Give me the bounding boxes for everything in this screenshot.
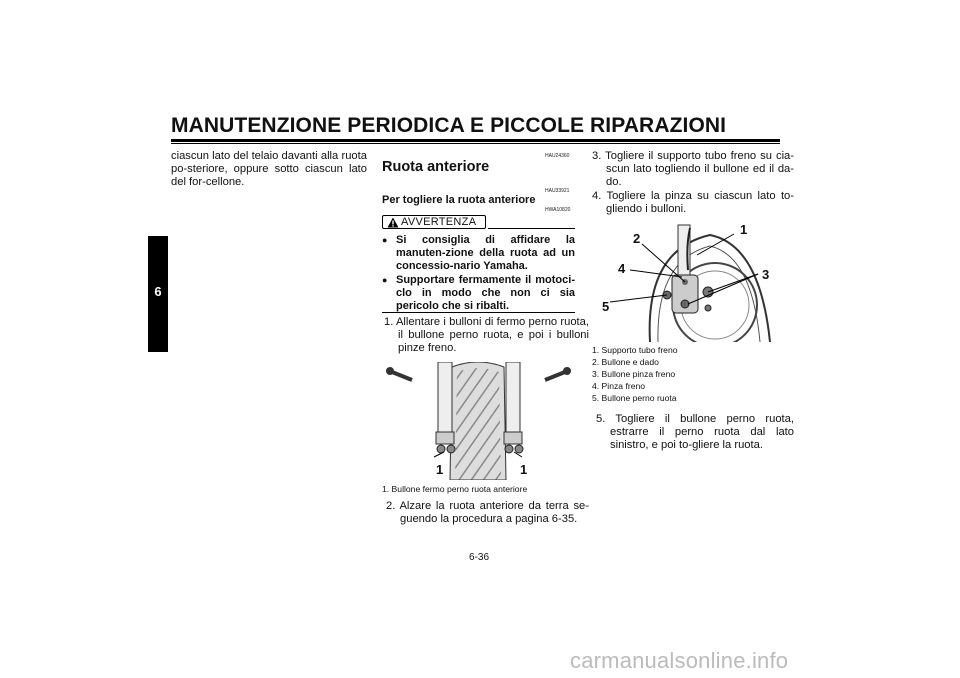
figure-brake-caliper xyxy=(590,220,780,342)
brake-caliper-illustration xyxy=(590,220,780,342)
figure-front-axle xyxy=(382,362,575,480)
fig2-label: 5 xyxy=(602,299,610,314)
bullet-icon: ● xyxy=(382,275,388,285)
header-rule xyxy=(171,139,780,142)
page-number: 6-36 xyxy=(469,552,490,563)
warning-header xyxy=(382,215,575,229)
caption-item: 2. Bullone e dado xyxy=(592,357,659,367)
fig2-label: 2 xyxy=(633,231,641,246)
warning-bullet: ● Si consiglia di affidare la manuten-zione della ruota ad un concessio-nario Yamaha. xyxy=(382,234,575,272)
warning-triangle-icon xyxy=(387,217,399,228)
page-header-title: MANUTENZIONE PERIODICA E PICCOLE RIPARAZIONI xyxy=(171,114,727,137)
warning-label: AVVERTENZA xyxy=(401,216,477,228)
col1-paragraph: ciascun lato del telaio davanti alla ruota po-steriore, oppure sotto ciascun lato del for-cellone. xyxy=(171,150,367,189)
step-3: 3. Togliere il supporto tubo freno su cia-scun lato togliendo il bullone ed il da-do. xyxy=(592,150,794,189)
section-heading: Ruota anteriore xyxy=(382,159,490,175)
chapter-tab: 6 xyxy=(148,236,168,352)
caption-item: 1. Supporto tubo freno xyxy=(592,345,678,355)
step-2: 2. Alzare la ruota anteriore da terra se-guendo la procedura a pagina 6-35. xyxy=(386,500,589,526)
figure-caption-list xyxy=(592,344,678,404)
fig2-label: 4 xyxy=(618,261,626,276)
caption-item: 5. Bullone perno ruota xyxy=(592,393,677,403)
step-1: 1. Allentare i bulloni di fermo perno ruota, il bullone perno ruota, e poi i bulloni pinze freno. xyxy=(384,316,589,355)
header-rule-thin xyxy=(171,143,780,144)
watermark: carmanualsonline.info xyxy=(570,648,789,673)
warning-code: HWA10820 xyxy=(545,207,571,213)
section-code: HAU24360 xyxy=(545,153,570,159)
step-5: 5. Togliere il bullone perno ruota, estrarre il perno ruota dal lato sinistro, e poi to-gliere la ruota. xyxy=(596,413,794,452)
fig1-label: 1 xyxy=(520,462,528,477)
fig2-label: 1 xyxy=(740,222,748,237)
warning-bullet: ● Supportare fermamente il motoci-clo in modo che non ci sia pericolo che si ribalti. xyxy=(382,274,575,312)
warning-bullet-list xyxy=(382,234,575,313)
subsection-heading: Per togliere la ruota anteriore xyxy=(382,194,536,206)
subsection-code: HAU33921 xyxy=(545,188,570,194)
front-axle-illustration xyxy=(382,362,575,480)
fig2-label: 3 xyxy=(762,267,770,282)
warning-label-box xyxy=(382,215,486,229)
caption-item: 3. Bullone pinza freno xyxy=(592,369,676,379)
figure-caption: 1. Bullone fermo perno ruota anteriore xyxy=(382,484,528,494)
bullet-icon: ● xyxy=(382,235,388,245)
warning-end-rule xyxy=(382,312,575,313)
fig1-label: 1 xyxy=(436,462,444,477)
step-4: 4. Togliere la pinza su ciascun lato to-gliendo i bulloni. xyxy=(592,190,794,216)
caption-item: 4. Pinza freno xyxy=(592,381,646,391)
